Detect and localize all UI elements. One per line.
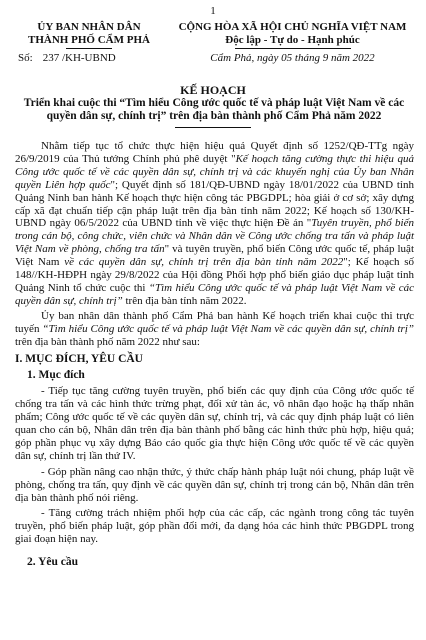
purpose-item: - Tăng cường trách nhiệm phối hợp của các cấp, các ngành trong công tác tuyên truyền, phổ biến pháp luật, góp phần đổi mới, đa dạng hóa các hình thức PBGDPL trong giai đoạn hiện nay.	[15, 507, 414, 546]
agency-line-2: THÀNH PHỐ CẨM PHẢ	[28, 34, 150, 46]
motto: Độc lập - Tự do - Hạnh phúc	[225, 34, 360, 46]
text: trên địa bàn tỉnh năm 2022.	[122, 294, 247, 307]
agency-underline	[66, 48, 112, 49]
document-number	[18, 52, 116, 64]
subsection-heading: 2. Yêu cầu	[27, 556, 79, 569]
italic-text: “Tìm hiểu Công ước quốc tế và pháp luật Việt Nam về các quyền dân sự, chính trị”	[42, 322, 414, 335]
page-number: 1	[210, 5, 216, 17]
issuing-agency	[14, 21, 164, 49]
text: trên địa bàn thành phố năm 2022 như sau:	[15, 335, 200, 348]
italic-text: về các quyền dân sự, chính trị trên địa bàn tỉnh năm 2022	[64, 256, 344, 269]
document-subtitle: Triển khai cuộc thi “Tìm hiểu Công ước quốc tế và pháp luật Việt Nam về các quyền dân sự, chính trị” trên địa bàn thành phố Cẩm Phả năm 2022	[23, 97, 405, 122]
text: Ủy ban nhân dân thành phố Cẩm Phả ban hành Kế hoạch triển khai cuộc thi trực tuyến	[15, 309, 414, 335]
purpose-item: - Góp phần nâng cao nhận thức, ý thức chấp hành pháp luật nói chung, pháp luật về phòng, chống tra tấn, quy định về các quyền dân sự, chính trị trong cán bộ, Nhân dân trên địa bàn thành phố nói riêng.	[15, 465, 414, 504]
doc-no-suffix: /KH-UBND	[61, 52, 116, 64]
document-title: KẾ HOẠCH	[180, 83, 246, 97]
text: "; Quyết định số 181/QĐ-UBND ngày 18/01/2022 của UBND tỉnh Quảng Ninh ban hành Kế hoạch thực hiện công tác PBGDPL; hòa giải ở cơ sở; xây dựng cấp xã đạt chuẩn tiếp cận pháp luật trên địa bàn tỉnh năm 2022; Kế hoạch số 130/KH-UBND ngày 06/5/2022 của UBND tỉnh về việc thực hiện Đề án "	[15, 178, 414, 230]
country-name: CỘNG HÒA XÃ HỘI CHỦ NGHĨA VIỆT NAM	[178, 21, 407, 33]
purpose-item: - Tiếp tục tăng cường tuyên truyền, phổ biến các quy định của Công ước quốc tế chống tra tấn và các hình thức trừng phạt, đối xử tàn ác, vô nhân đạo hoặc hạ thấp nhân phẩm; Công ước quốc tế về các quyền dân sự, chính trị, và các quy định pháp luật có liên quan cho cán bộ, Nhân dân trên địa bàn thành phố bằng các hình thức phù hợp, hiệu quả; góp phần phục vụ xây dựng Báo cáo quốc gia thực hiện Công ước quốc tế về các quyền dân sự, chính trị lần thứ IV.	[15, 385, 414, 462]
section-heading: I. MỤC ĐÍCH, YÊU CẦU	[15, 352, 143, 365]
text: Nhằm tiếp tục tổ chức thực hiện hiệu quả Quyết định số 1252/QĐ-TTg ngày 26/9/2019 của Thủ tướng Chính phủ phê duyệt "	[15, 140, 414, 165]
text: " và tuyên truyền, phổ biến Công ước quốc tế, pháp luật Việt Nam	[15, 243, 415, 269]
date-line: Cẩm Phả, ngày 05 tháng 9 năm 2022	[210, 52, 375, 64]
subsection-heading: 1. Mục đích	[27, 369, 85, 382]
document-body	[15, 140, 414, 572]
paragraph-intro	[15, 310, 414, 349]
subtitle-underline	[175, 127, 251, 128]
doc-no-prefix: Số:	[18, 52, 33, 64]
paragraph-basis	[15, 140, 414, 308]
text: "; Kế hoạch số 148//KH-HĐPH ngày 29/8/2022 của Hội đồng Phối hợp phổ biến giáo dục pháp luật tỉnh Quảng Ninh tổ chức cuộc thi	[15, 256, 414, 294]
italic-text: Kế hoạch tăng cường thực thi hiệu quả Công ước quốc tế về các quyền dân sự, chính trị và các khuyến nghị của Ủy ban Nhân quyền Liên hợp quốc	[15, 152, 414, 191]
motto-underline	[235, 48, 351, 49]
agency-line-1: ỦY BAN NHÂN DÂN	[37, 21, 141, 33]
italic-text: “Tìm hiểu Công ước quốc tế và pháp luật Việt Nam về các quyền dân sự, chính trị”	[15, 281, 414, 307]
doc-no-number: 237	[42, 52, 60, 64]
italic-text: Tuyên truyền, phổ biến trong cán bộ, công chức, viên chức và Nhân dân về Công ước chống tra tấn và pháp luật Việt Nam về phòng, chống tra tấn	[15, 217, 414, 256]
national-motto	[170, 21, 415, 49]
